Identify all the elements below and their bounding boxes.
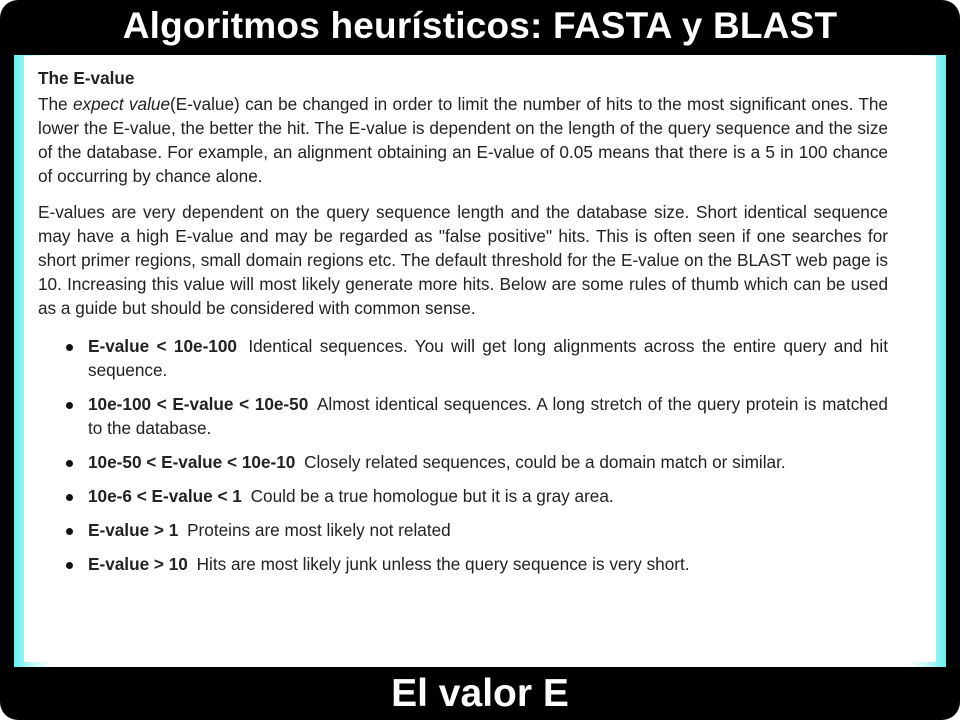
footer-title: El valor E (391, 672, 569, 715)
rule-item (38, 484, 888, 508)
rules-list (38, 334, 888, 576)
rule-description: Could be a true homologue but it is a gray area. (250, 486, 614, 506)
rule-item (38, 450, 888, 474)
section-heading: The E-value (38, 68, 135, 88)
slide-title: Algoritmos heurísticos: FASTA y BLAST (122, 5, 838, 46)
bullet-icon (66, 460, 73, 467)
rule-condition: 10e-100 < E-value < 10e-50 (88, 394, 309, 414)
rule-condition: E-value > 1 (88, 520, 179, 540)
slide-footer (0, 668, 960, 720)
document-image (24, 56, 936, 662)
document-body (38, 66, 888, 586)
slide-header (0, 0, 960, 52)
bullet-icon (66, 494, 73, 501)
rule-description: Closely related sequences, could be a domain match or similar. (304, 452, 786, 472)
rule-condition: E-value > 10 (88, 554, 188, 574)
rule-condition: 10e-50 < E-value < 10e-10 (88, 452, 296, 472)
rule-item (38, 334, 888, 382)
bullet-icon (66, 402, 73, 409)
paragraph-intro-start: The (38, 94, 73, 114)
rule-condition: 10e-6 < E-value < 1 (88, 486, 242, 506)
paragraph-details: E-values are very dependent on the query sequence length and the database size. Short identical sequence may have a high E-value and may be regarded as "false positive" hits. This is often seen if one searches for short primer regions, small domain regions etc. The default threshold for the E-value on the BLAST web page is 10. Increasing this value will most likely generate more hits. Below are some rules of thumb which can be used as a guide but should be considered with common sense. (38, 202, 888, 318)
paragraph-intro-italic: expect value (72, 94, 171, 114)
rule-description: Almost identical sequences. A long stretch of the query protein is matched to the database. (88, 394, 888, 438)
rule-description: Hits are most likely junk unless the query sequence is very short. (196, 554, 690, 574)
rule-item (38, 392, 888, 440)
bullet-icon (66, 562, 73, 569)
rule-description: Proteins are most likely not related (187, 520, 451, 540)
bullet-icon (66, 528, 73, 535)
bullet-icon (66, 344, 73, 351)
rule-item (38, 552, 888, 576)
rule-condition: E-value < 10e-100 (88, 336, 237, 356)
rule-item (38, 518, 888, 542)
paragraph-intro (38, 92, 888, 188)
rule-description: Identical sequences. You will get long alignments across the entire query and hit sequence. (88, 336, 888, 380)
paragraph-intro-rest: (E-value) can be changed in order to limit the number of hits to the most significant ones. The lower the E-value, the better the hit. The E-value is dependent on the length of the query sequence and the size of the database. For example, an alignment obtaining an E-value of 0.05 means that there is a 5 in 100 chance of occurring by chance alone. (38, 94, 888, 186)
